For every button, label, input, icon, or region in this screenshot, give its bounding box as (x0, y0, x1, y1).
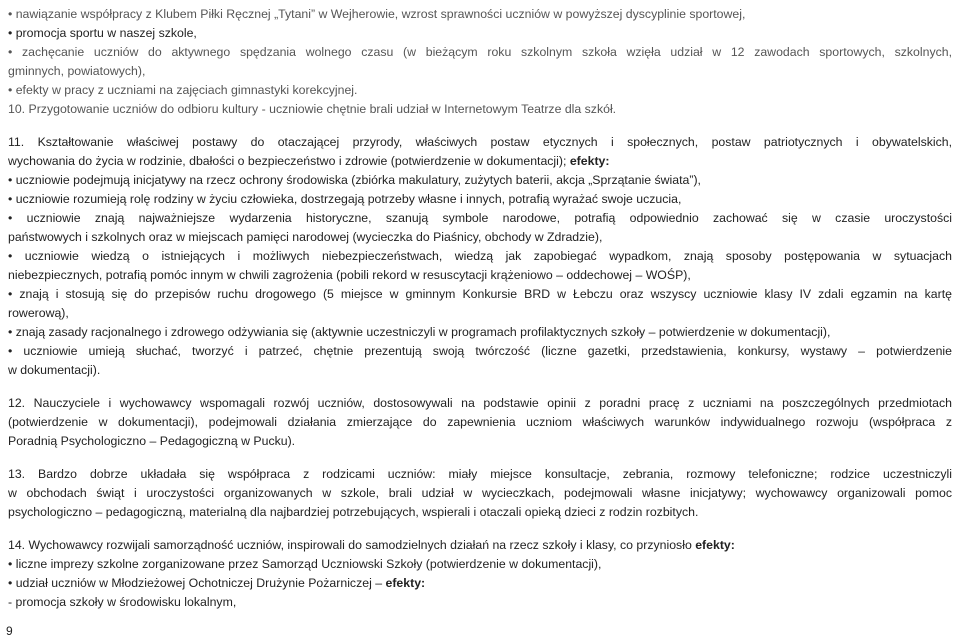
text-line: wychowania do życia w rodzinie, dbałości o bezpieczeństwo i zdrowie (potwierdzenie w dokumentacji); efekty: (8, 154, 610, 168)
section-11-heading: 11. Kształtowanie właściwej postawy do otaczającej przyrody, właściwych postaw etycznych i społecznych, postaw patriotycznych i obywatelskich, (8, 135, 952, 149)
effects-label: efekty: (695, 538, 735, 552)
text-line: niebezpiecznych, potrafią pomóc innym w chwili zagrożenia (pobili rekord w resuscytacji krążeniowo – oddechowej – WOŚP), (8, 268, 691, 282)
text-line: rowerową), (8, 306, 69, 320)
section-12-heading: 12. Nauczyciele i wychowawcy wspomagali rozwój uczniów, dostosowywali na podstawie opinii z poradni pracę z uczniami na poszczególnych przedmiotach (8, 396, 952, 410)
bullet-creativity: • uczniowie umieją słuchać, tworzyć i patrzeć, chętnie prezentują swoją twórczość (liczne gazetki, przedstawienia, konkursy, wystawy – potwierdzenie (8, 344, 952, 358)
dash-item-promotion: - promocja szkoły w środowisku lokalnym, (8, 595, 237, 609)
bullet-safety: • uczniowie wiedzą o istniejących i możliwych niebezpieczeństwach, wiedzą jak zapobiegać wypadkom, znają sposoby postępowania w sytuacjach (8, 249, 952, 263)
bullet-family-role: • uczniowie rozumieją rolę rodziny w życiu człowieka, dostrzegają potrzeby własne i innych, potrafią wyrażać swoje uczucia, (8, 192, 682, 206)
bullet-environment: • uczniowie podejmują inicjatywy na rzecz ochrony środowiska (zbiórka makulatury, zużytych baterii, akcja „Sprzątanie świata”), (8, 173, 701, 187)
bullet-corrective-gym: • efekty w pracy z uczniami na zajęciach gimnastyki korekcyjnej. (8, 83, 358, 97)
text-line: psychologiczno – pedagogiczną, materialną dla najbardziej potrzebujących, wspierali i otaczali opieką dzieci z rodzin rozbitych. (8, 505, 699, 519)
page-number: 9 (6, 624, 13, 638)
text-line: (potwierdzenie w dokumentacji), podejmowali działania zmierzające do zapewnienia uczniom właściwych warunków indywidualnego rozwoju (współpraca z (8, 415, 952, 429)
bullet-sport-promotion: • promocja sportu w naszej szkole, (8, 26, 197, 40)
text-line: w dokumentacji). (8, 363, 101, 377)
effects-label: efekty: (569, 154, 610, 168)
section-13-heading: 13. Bardzo dobrze układała się współpraca z rodzicami uczniów: miały miejsce konsultacje, zebrania, rozmowy telefoniczne; rodzice uczestniczyli (8, 467, 952, 481)
bullet-school-events: • liczne imprezy szkolne zorganizowane przez Samorząd Uczniowski Szkoły (potwierdzenie w dokumentacji), (8, 557, 602, 571)
text-line: państwowych i szkolnych oraz w miejscach pamięci narodowej (wycieczka do Piaśnicy, obchody w Zdradzie), (8, 230, 603, 244)
bullet-road-rules: • znają i stosują się do przepisów ruchu drogowego (5 miejsce w gminnym Konkursie BRD w Łebczu oraz wszyscy uczniowie klasy IV zdali egzamin na kartę (8, 287, 952, 301)
text-line: gminnych, powiatowych), (8, 64, 146, 78)
effects-label: efekty: (385, 576, 426, 590)
text-line: Poradnią Psychologiczno – Pedagogiczną w Pucku). (8, 434, 296, 448)
bullet-nutrition: • znają zasady racjonalnego i zdrowego odżywiania się (aktywnie uczestniczyli w programach profilaktycznych szkoły – potwierdzenie w dokumentacji), (8, 325, 831, 339)
text-line: w obchodach świąt i uroczystości organizowanych w szkole, brali udział w wycieczkach, podejmowali własne inicjatywy; wychowawcy organizowali pomoc (8, 486, 952, 500)
bullet-handball-cooperation: • nawiązanie współpracy z Klubem Piłki Ręcznej „Tytani” w Wejherowie, wzrost sprawności uczniów w powyższej dyscyplinie sportowej, (8, 7, 746, 21)
bullet-active-leisure: • zachęcanie uczniów do aktywnego spędzania wolnego czasu (w bieżącym roku szkolnym szkoła wzięła udział w 12 zawodach sportowych, szkolnych, (8, 45, 952, 59)
section-14-heading: 14. Wychowawcy rozwijali samorządność uczniów, inspirowali do samodzielnych działań na rzecz szkoły i klasy, co przyniosło efekty: (8, 538, 735, 552)
section-10-culture: 10. Przygotowanie uczniów do odbioru kultury - uczniowie chętnie brali udział w Internetowym Teatrze dla szkół. (8, 102, 617, 116)
bullet-fire-brigade: • udział uczniów w Młodzieżowej Ochotniczej Drużynie Pożarniczej – efekty: (8, 576, 426, 590)
bullet-history: • uczniowie znają najważniejsze wydarzenia historyczne, szanują symbole narodowe, potrafią odpowiednio zachować się w czasie uroczystości (8, 211, 952, 225)
